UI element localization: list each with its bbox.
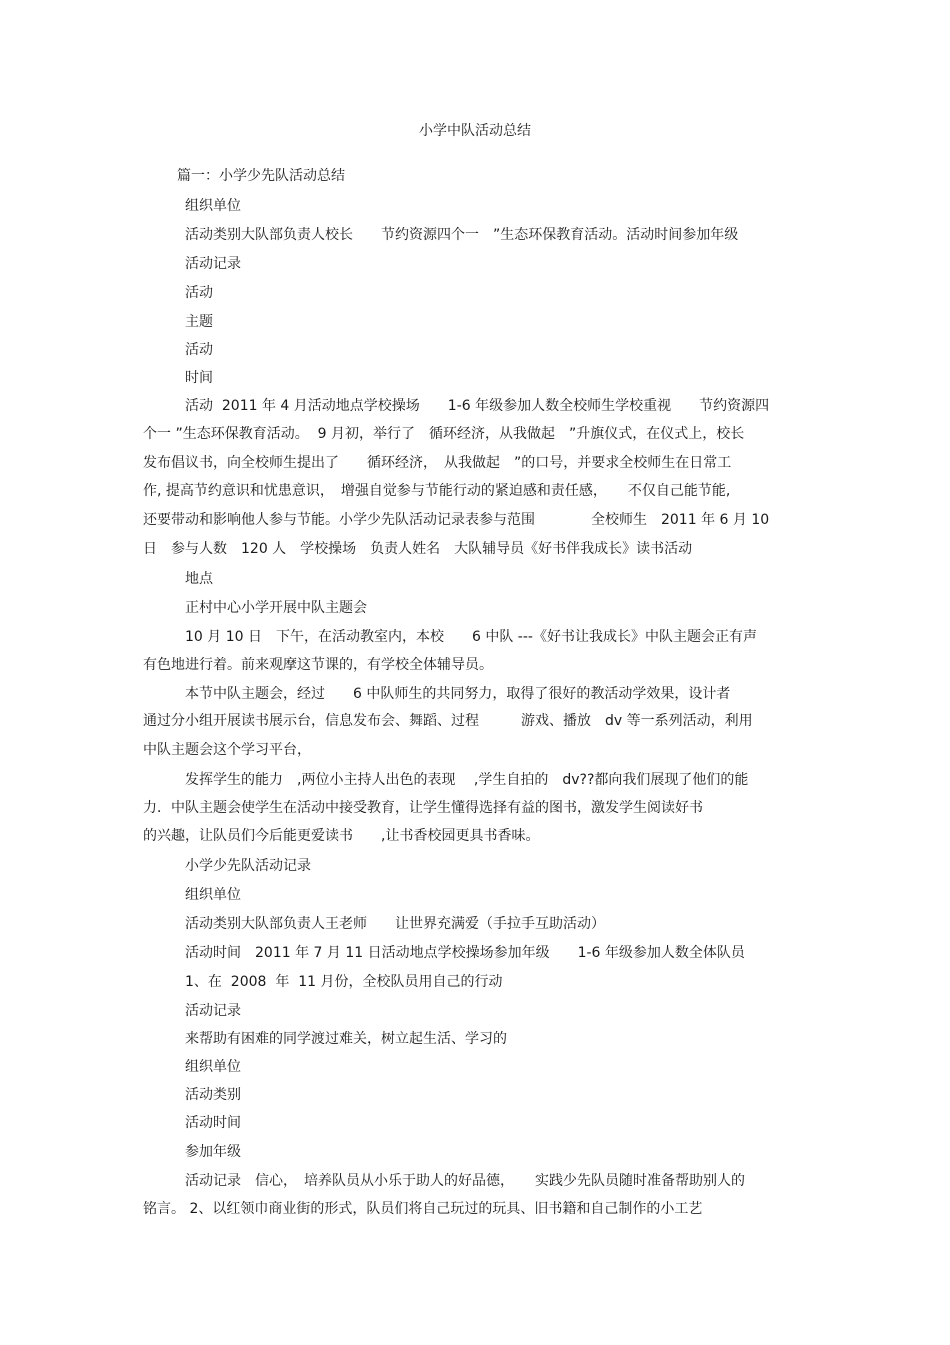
section-heading: 小学少先队活动记录	[185, 858, 311, 874]
text-line: 活动 2011 年 4 月活动地点学校操场 1-6 年级参加人数全校师生学校重视 节约资源四	[185, 398, 770, 414]
text-line: 地点	[185, 571, 213, 587]
text-line: 活动时间 2011 年 7 月 11 日活动地点学校操场参加年级 1-6 年级参加人数全体队员	[185, 945, 745, 961]
text-line: 的兴趣，让队员们今后能更爱读书 ,让书香校园更具书香味。	[143, 828, 540, 844]
text-line: 本节中队主题会，经过 6 中队师生的共同努力，取得了很好的教活动学效果，设计者	[185, 686, 731, 702]
text-line: 组织单位	[185, 198, 241, 214]
text-line: 活动记录	[185, 1003, 241, 1019]
text-line: 发布倡议书，向全校师生提出了 循环经济， 从我做起 ”的口号，并要求全校师生在日常工	[143, 455, 732, 471]
text-line: 活动类别	[185, 1087, 241, 1103]
text-line: 活动类别大队部负责人校长 节约资源四个一 ”生态环保教育活动。活动时间参加年级	[185, 227, 739, 243]
text-line: 铭言。 2、以红领巾商业街的形式，队员们将自己玩过的玩具、旧书籍和自己制作的小工艺	[143, 1201, 703, 1217]
text-line: 组织单位	[185, 887, 241, 903]
text-line: 1、在 2008 年 11 月份，全校队员用自己的行动	[185, 974, 503, 990]
text-line: 组织单位	[185, 1059, 241, 1075]
document-title: 小学中队活动总结	[419, 123, 531, 139]
text-line: 活动	[185, 342, 213, 358]
text-line: 日 参与人数 120 人 学校操场 负责人姓名 大队辅导员《好书伴我成长》读书活动	[143, 541, 693, 557]
text-line: 力．中队主题会使学生在活动中接受教育，让学生懂得选择有益的图书，激发学生阅读好书	[143, 800, 703, 816]
section-heading: 篇一：小学少先队活动总结	[177, 168, 345, 184]
text-line: 发挥学生的能力 ,两位小主持人出色的表现 ,学生自拍的 dv??都向我们展现了他们的能	[185, 772, 749, 788]
text-line: 有色地进行着。前来观摩这节课的，有学校全体辅导员。	[143, 657, 493, 673]
text-line: 还要带动和影响他人参与节能。小学少先队活动记录表参与范围 全校师生 2011 年 6 月 10	[143, 512, 770, 528]
text-line: 活动时间	[185, 1115, 241, 1131]
text-line: 中队主题会这个学习平台，	[143, 742, 311, 758]
text-line: 活动记录	[185, 256, 241, 272]
text-line: 10 月 10 日 下午，在活动教室内，本校 6 中队 ---《好书让我成长》中队主题会正有声	[185, 629, 757, 645]
text-line: 通过分小组开展读书展示台，信息发布会、舞蹈、过程 游戏、播放 dv 等一系列活动，利用	[143, 713, 753, 729]
text-line: 主题	[185, 314, 213, 330]
text-line: 时间	[185, 370, 213, 386]
text-line: 参加年级	[185, 1144, 241, 1160]
text-line: 活动类别大队部负责人王老师 让世界充满爱（手拉手互助活动）	[185, 916, 605, 932]
text-line: 活动	[185, 285, 213, 301]
text-line: 作, 提高节约意识和忧患意识， 增强自觉参与节能行动的紧迫感和责任感， 不仅自己能节能,	[143, 483, 731, 499]
text-line: 正村中心小学开展中队主题会	[185, 600, 367, 616]
text-line: 个一 ”生态环保教育活动。 9 月初，举行了 循环经济，从我做起 ”升旗仪式，在仪式上，校长	[143, 426, 745, 442]
text-line: 来帮助有困难的同学渡过难关，树立起生活、学习的	[185, 1031, 507, 1047]
text-line: 活动记录 信心， 培养队员从小乐于助人的好品德， 实践少先队员随时准备帮助别人的	[185, 1173, 745, 1189]
